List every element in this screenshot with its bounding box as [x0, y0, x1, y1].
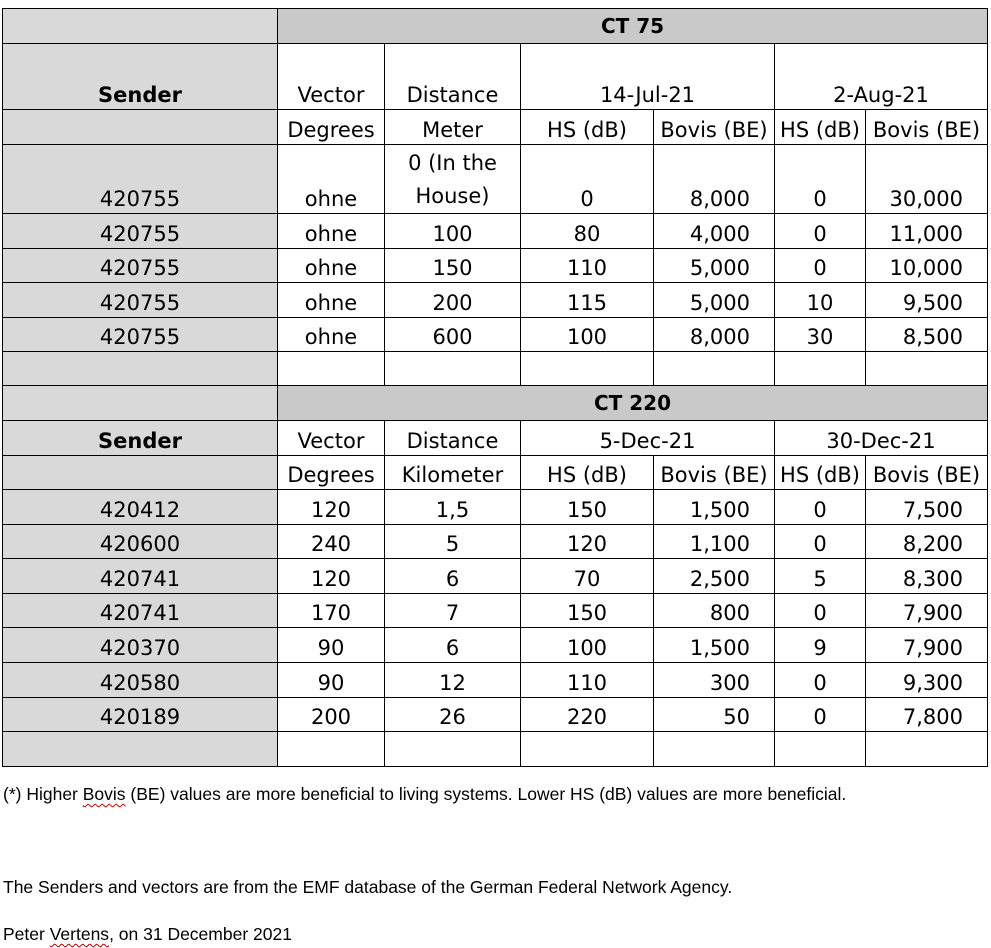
empty-cell	[521, 732, 654, 767]
unit-vector: Degrees	[278, 110, 385, 145]
cell-vector: ohne	[278, 214, 385, 249]
cell-bovis1: 50	[654, 697, 775, 732]
cell-bovis2: 8,200	[866, 524, 988, 559]
cell-distance: 150	[385, 248, 521, 283]
cell-vector: 90	[278, 628, 385, 663]
units-spacer	[3, 456, 278, 490]
cell-hs1: 100	[521, 317, 654, 352]
empty-row	[3, 732, 988, 767]
cell-hs2: 0	[775, 593, 866, 628]
empty-cell	[866, 732, 988, 767]
cell-distance: 12	[385, 662, 521, 697]
cell-distance: 7	[385, 593, 521, 628]
cell-bovis2: 8,300	[866, 559, 988, 594]
cell-bovis2: 9,300	[866, 662, 988, 697]
table-row	[3, 662, 988, 697]
cell-sender: 420412	[3, 490, 278, 525]
date2-header: 2-Aug-21	[775, 44, 988, 110]
cell-bovis1: 5,000	[654, 283, 775, 318]
cell-hs1: 80	[521, 214, 654, 249]
table-row	[3, 248, 988, 283]
cell-bovis1: 8,000	[654, 317, 775, 352]
cell-vector: 200	[278, 697, 385, 732]
cell-hs1: 110	[521, 248, 654, 283]
unit-bovis2: Bovis (BE)	[866, 456, 988, 490]
units-row	[3, 110, 988, 145]
cell-hs1: 120	[521, 524, 654, 559]
cell-vector: 90	[278, 662, 385, 697]
empty-cell	[521, 352, 654, 386]
cell-bovis2: 30,000	[866, 145, 988, 214]
cell-sender: 420755	[3, 214, 278, 249]
vector-header: Vector	[278, 421, 385, 456]
cell-bovis2: 10,000	[866, 248, 988, 283]
title-spacer	[3, 9, 278, 44]
table-title: CT 220	[278, 386, 988, 421]
empty-cell	[775, 732, 866, 767]
unit-hs2: HS (dB)	[775, 110, 866, 145]
sender-header: Sender	[3, 44, 278, 110]
cell-hs1: 150	[521, 593, 654, 628]
table-row	[3, 317, 988, 352]
unit-hs1: HS (dB)	[521, 456, 654, 490]
cell-bovis1: 800	[654, 593, 775, 628]
empty-cell	[866, 352, 988, 386]
cell-bovis1: 1,500	[654, 628, 775, 663]
empty-cell	[654, 352, 775, 386]
table-title: CT 75	[278, 9, 988, 44]
table-row	[3, 214, 988, 249]
cell-vector: 240	[278, 524, 385, 559]
cell-hs1: 115	[521, 283, 654, 318]
table-row	[3, 524, 988, 559]
empty-row	[3, 352, 988, 386]
cell-bovis1: 4,000	[654, 214, 775, 249]
cell-vector: 120	[278, 559, 385, 594]
cell-sender: 420755	[3, 283, 278, 318]
cell-hs1: 70	[521, 559, 654, 594]
cell-bovis2: 7,800	[866, 697, 988, 732]
cell-distance: 6	[385, 559, 521, 594]
distance-line-2: House)	[415, 184, 490, 208]
cell-hs1: 0	[521, 145, 654, 214]
cell-bovis2: 7,900	[866, 628, 988, 663]
header-row	[3, 44, 988, 110]
cell-hs2: 10	[775, 283, 866, 318]
cell-hs2: 9	[775, 628, 866, 663]
cell-hs1: 220	[521, 697, 654, 732]
cell-bovis1: 1,500	[654, 490, 775, 525]
unit-bovis1: Bovis (BE)	[654, 456, 775, 490]
cell-distance: 1,5	[385, 490, 521, 525]
table-title-row	[3, 386, 988, 421]
cell-sender: 420741	[3, 559, 278, 594]
cell-sender: 420755	[3, 145, 278, 214]
cell-distance: 200	[385, 283, 521, 318]
cell-sender: 420189	[3, 697, 278, 732]
cell-sender: 420741	[3, 593, 278, 628]
cell-distance: 5	[385, 524, 521, 559]
table-row	[3, 145, 988, 214]
empty-cell	[385, 352, 521, 386]
empty-cell	[278, 352, 385, 386]
cell-bovis1: 5,000	[654, 248, 775, 283]
empty-cell	[3, 352, 278, 386]
table-row	[3, 490, 988, 525]
unit-bovis1: Bovis (BE)	[654, 110, 775, 145]
distance-header: Distance	[385, 44, 521, 110]
unit-vector: Degrees	[278, 456, 385, 490]
distance-line-1: 0 (In the	[408, 151, 497, 175]
data-table	[2, 8, 988, 767]
cell-hs2: 0	[775, 697, 866, 732]
unit-hs2: HS (dB)	[775, 456, 866, 490]
signature-line: Peter Vertens, on 31 December 2021	[3, 924, 292, 944]
cell-sender: 420755	[3, 248, 278, 283]
table-row	[3, 593, 988, 628]
table-row	[3, 697, 988, 732]
cell-vector: 170	[278, 593, 385, 628]
source-note: The Senders and vectors are from the EMF database of the German Federal Network Agency.	[3, 877, 733, 897]
sender-header: Sender	[3, 421, 278, 456]
cell-sender: 420755	[3, 317, 278, 352]
cell-vector: 120	[278, 490, 385, 525]
cell-distance: 26	[385, 697, 521, 732]
header-row	[3, 421, 988, 456]
empty-cell	[385, 732, 521, 767]
cell-bovis2: 9,500	[866, 283, 988, 318]
cell-vector: ohne	[278, 283, 385, 318]
cell-bovis2: 8,500	[866, 317, 988, 352]
cell-vector: ohne	[278, 145, 385, 214]
cell-bovis2: 7,500	[866, 490, 988, 525]
cell-hs2: 0	[775, 662, 866, 697]
cell-bovis1: 8,000	[654, 145, 775, 214]
cell-hs2: 0	[775, 145, 866, 214]
date2-header: 30-Dec-21	[775, 421, 988, 456]
cell-distance: 6	[385, 628, 521, 663]
title-spacer	[3, 386, 278, 421]
empty-cell	[775, 352, 866, 386]
empty-cell	[278, 732, 385, 767]
unit-hs1: HS (dB)	[521, 110, 654, 145]
cell-hs2: 30	[775, 317, 866, 352]
unit-distance: Meter	[385, 110, 521, 145]
cell-vector: ohne	[278, 317, 385, 352]
cell-hs2: 0	[775, 490, 866, 525]
cell-sender: 420370	[3, 628, 278, 663]
cell-distance: 100	[385, 214, 521, 249]
cell-distance	[385, 145, 521, 214]
cell-bovis2: 11,000	[866, 214, 988, 249]
table-row	[3, 283, 988, 318]
table-row	[3, 628, 988, 663]
cell-distance: 600	[385, 317, 521, 352]
vector-header: Vector	[278, 44, 385, 110]
units-spacer	[3, 110, 278, 145]
cell-hs2: 0	[775, 248, 866, 283]
table-row	[3, 559, 988, 594]
empty-cell	[3, 732, 278, 767]
units-row	[3, 456, 988, 490]
date1-header: 5-Dec-21	[521, 421, 775, 456]
cell-hs2: 0	[775, 214, 866, 249]
cell-bovis2: 7,900	[866, 593, 988, 628]
cell-hs1: 150	[521, 490, 654, 525]
empty-cell	[654, 732, 775, 767]
cell-sender: 420580	[3, 662, 278, 697]
unit-bovis2: Bovis (BE)	[866, 110, 988, 145]
cell-sender: 420600	[3, 524, 278, 559]
cell-bovis1: 300	[654, 662, 775, 697]
distance-header: Distance	[385, 421, 521, 456]
cell-bovis1: 1,100	[654, 524, 775, 559]
cell-bovis1: 2,500	[654, 559, 775, 594]
cell-hs2: 0	[775, 524, 866, 559]
cell-hs2: 5	[775, 559, 866, 594]
footnote: (*) Higher Bovis (BE) values are more beneficial to living systems. Lower HS (dB) values are more beneficial.	[3, 784, 847, 804]
cell-hs1: 100	[521, 628, 654, 663]
unit-distance: Kilometer	[385, 456, 521, 490]
cell-vector: ohne	[278, 248, 385, 283]
date1-header: 14-Jul-21	[521, 44, 775, 110]
table-title-row	[3, 9, 988, 44]
cell-hs1: 110	[521, 662, 654, 697]
